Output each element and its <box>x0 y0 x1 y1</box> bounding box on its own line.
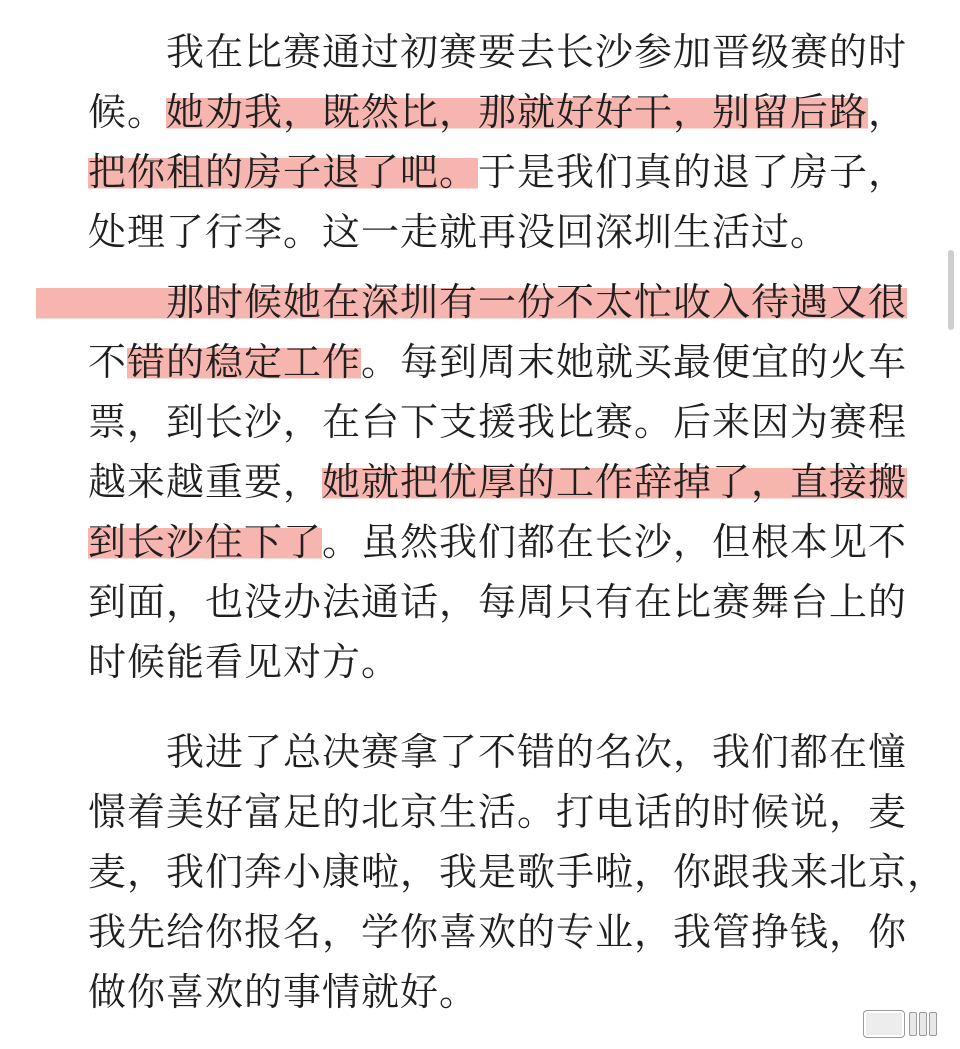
scrollbar[interactable] <box>948 250 954 330</box>
text-line <box>88 782 907 842</box>
text-line <box>88 272 907 332</box>
text-line <box>88 572 907 632</box>
text-line <box>88 392 907 452</box>
text-segment: 麦，我们奔小康啦，我是歌手啦，你跟我来北京， <box>88 850 947 894</box>
text-segment: 憬着美好富足的北京生活。打电话的时候说，麦 <box>88 790 908 834</box>
text-segment: 处理了行李。这一走就再没回深圳生活过。 <box>88 210 830 254</box>
highlighted-text: 到长沙住下了 <box>88 520 323 564</box>
text-segment: 我在比赛通过初赛要去长沙参加晋级赛的时 <box>88 30 908 74</box>
text-line <box>88 22 907 82</box>
text-line <box>88 512 907 572</box>
text-segment: 票，到长沙，在台下支援我比赛。后来因为赛程 <box>88 400 908 444</box>
text-segment: 我进了总决赛拿了不错的名次，我们都在憧 <box>88 730 908 774</box>
text-segment: 不 <box>88 340 128 384</box>
text-line <box>88 202 829 262</box>
highlighted-text: 把你租的房子退了吧。 <box>88 150 479 194</box>
highlighted-text: 她劝我，既然比，那就好好干，别留后路 <box>166 90 869 134</box>
watermark-bars-icon <box>910 1013 936 1035</box>
text-line <box>88 962 478 1022</box>
text-segment: 。每到周末她就买最便宜的火车 <box>361 340 908 384</box>
highlighted-text: 错的稳定工作 <box>127 340 362 384</box>
watermark-bar <box>910 1013 916 1035</box>
watermark-logo-icon <box>864 1011 936 1037</box>
highlighted-text: 她就把优厚的工作辞掉了，直接搬 <box>322 460 908 504</box>
text-line <box>88 902 907 962</box>
text-line <box>88 142 907 202</box>
highlighted-text: 那时候她在深圳有一份不太忙收入待遇又很 <box>36 280 907 324</box>
text-segment: ， <box>868 90 908 134</box>
text-line <box>88 332 907 392</box>
text-line <box>88 722 907 782</box>
text-segment: 到面，也没办法通话，每周只有在比赛舞台上的 <box>88 580 908 624</box>
text-line <box>88 82 907 142</box>
text-segment: 于是我们真的退了房子， <box>478 150 908 194</box>
text-segment: 候。 <box>88 90 167 134</box>
text-segment: 我先给你报名，学你喜欢的专业，我管挣钱，你 <box>88 910 908 954</box>
watermark-box-icon <box>864 1011 904 1037</box>
watermark-bar <box>920 1013 926 1035</box>
watermark-bar <box>930 1013 936 1035</box>
text-line <box>88 452 907 512</box>
text-segment: 时候能看见对方。 <box>88 640 401 684</box>
text-line <box>88 632 400 692</box>
text-line <box>88 842 946 902</box>
text-segment: 。虽然我们都在长沙，但根本见不 <box>322 520 908 564</box>
text-segment: 做你喜欢的事情就好。 <box>88 970 479 1014</box>
text-segment: 越来越重要， <box>88 460 323 504</box>
